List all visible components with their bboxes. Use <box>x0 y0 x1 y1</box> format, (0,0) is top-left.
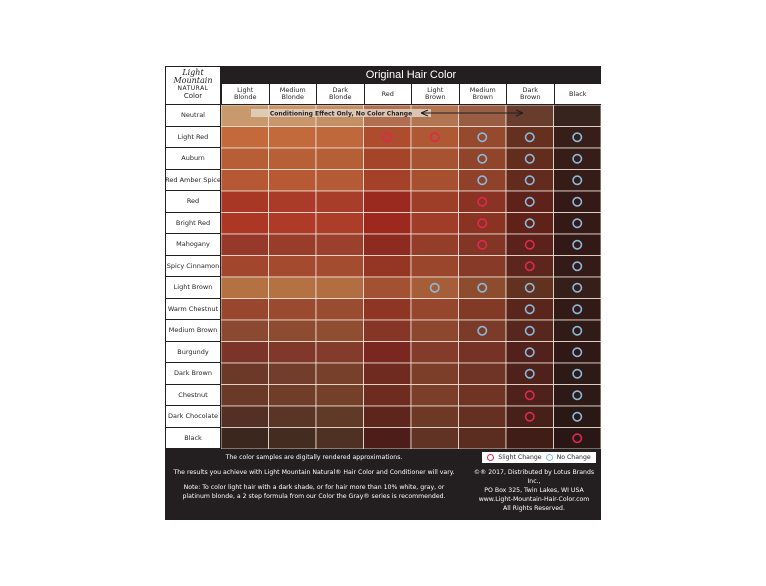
swatch-cell <box>364 277 412 299</box>
swatch-cell <box>221 363 269 385</box>
row-label: Mahogany <box>165 234 221 256</box>
swatch-cell <box>459 234 507 256</box>
swatch-cell <box>316 256 364 278</box>
swatch-cell <box>269 213 317 235</box>
logo-line-3: NATURAL <box>177 85 209 92</box>
swatch-cell <box>411 213 459 235</box>
swatch-cell <box>554 191 602 213</box>
column-header: Medium Brown <box>459 84 507 105</box>
swatch-cell <box>506 363 554 385</box>
swatch-cell <box>411 170 459 192</box>
swatch-cell <box>221 234 269 256</box>
swatch-cell <box>554 277 602 299</box>
swatch-cell <box>459 406 507 428</box>
column-header: Light Brown <box>411 84 459 105</box>
swatch-cell <box>269 299 317 321</box>
chart-title: Original Hair Color <box>365 69 457 81</box>
row-label: Light Brown <box>165 277 221 299</box>
slight-change-icon <box>487 454 494 461</box>
swatch-cell <box>506 213 554 235</box>
swatch-cell <box>554 127 602 149</box>
swatch-cell <box>459 277 507 299</box>
swatch-cell <box>364 299 412 321</box>
swatch-cell <box>411 299 459 321</box>
swatch-cell <box>411 406 459 428</box>
row-label: Red <box>165 191 221 213</box>
swatch-cell <box>506 105 554 127</box>
legend-none-label: No Change <box>556 454 591 461</box>
swatch-cell <box>554 213 602 235</box>
swatch-cell <box>459 105 507 127</box>
row-label: Black <box>165 428 221 450</box>
swatch-cell <box>506 277 554 299</box>
footer-notes <box>169 453 459 507</box>
swatch-cell <box>364 170 412 192</box>
swatch-cell <box>221 277 269 299</box>
footer-line-1: The color samples are digitally rendered approximations. <box>225 454 403 461</box>
row-labels <box>165 105 221 449</box>
swatch-cell <box>459 256 507 278</box>
swatch-cell <box>459 191 507 213</box>
swatch-cell <box>221 148 269 170</box>
swatch-cell <box>221 342 269 364</box>
swatch-cell <box>364 363 412 385</box>
chart-footer <box>165 449 601 520</box>
swatch-cell <box>316 428 364 450</box>
swatch-cell <box>364 213 412 235</box>
swatch-cell <box>459 385 507 407</box>
swatch-cell <box>459 342 507 364</box>
column-header: Red <box>364 84 412 105</box>
swatch-cell <box>411 234 459 256</box>
swatch-cell <box>554 320 602 342</box>
swatch-cell <box>554 256 602 278</box>
column-header: Dark Blonde <box>316 84 364 105</box>
swatch-cell <box>221 127 269 149</box>
logo-line-4: Color <box>183 92 203 100</box>
swatch-cell <box>269 277 317 299</box>
swatch-cell <box>269 406 317 428</box>
copyright-line-2: PO Box 325, Twin Lakes, WI USA <box>484 487 584 494</box>
swatch-cell <box>506 127 554 149</box>
swatch-cell <box>459 320 507 342</box>
swatch-cell <box>316 213 364 235</box>
swatch-cell <box>411 320 459 342</box>
swatch-cell <box>221 299 269 321</box>
swatch-cell <box>316 299 364 321</box>
swatch-cell <box>364 385 412 407</box>
swatch-cell <box>221 428 269 450</box>
row-label: Burgundy <box>165 342 221 364</box>
logo-line-1: Light <box>182 68 204 77</box>
swatch-cell <box>316 363 364 385</box>
swatch-cell <box>269 191 317 213</box>
swatch-cell <box>316 277 364 299</box>
row-label: Bright Red <box>165 213 221 235</box>
swatch-cell <box>554 105 602 127</box>
swatch-cell <box>364 191 412 213</box>
swatch-cell <box>459 428 507 450</box>
swatch-cell <box>554 363 602 385</box>
swatch-cell <box>269 170 317 192</box>
row-label: Chestnut <box>165 385 221 407</box>
swatch-cell <box>316 148 364 170</box>
logo-line-2: Mountain <box>173 76 213 85</box>
swatch-cell <box>411 277 459 299</box>
swatch-cell <box>506 406 554 428</box>
row-label: Dark Chocolate <box>165 406 221 428</box>
swatch-cell <box>506 234 554 256</box>
swatch-cell <box>506 191 554 213</box>
swatch-cell <box>269 234 317 256</box>
swatch-cell <box>364 256 412 278</box>
swatch-cell <box>364 406 412 428</box>
swatch-cell <box>411 148 459 170</box>
swatch-cell <box>459 363 507 385</box>
footer-line-3: Note: To color light hair with a dark shade, or for hair more than 10% white, gray, or platinum blonde, a 2 step formula from our Color the Gray® series is recommended. <box>182 484 446 500</box>
swatch-cell <box>554 299 602 321</box>
swatch-cell <box>364 148 412 170</box>
legend <box>482 452 596 463</box>
swatch-cell <box>364 234 412 256</box>
column-header: Dark Brown <box>506 84 554 105</box>
swatch-cell <box>506 385 554 407</box>
swatch-cell <box>554 170 602 192</box>
swatch-cell <box>316 406 364 428</box>
swatch-grid <box>221 105 601 449</box>
row-label: Warm Chestnut <box>165 299 221 321</box>
swatch-cell <box>316 385 364 407</box>
swatch-cell <box>316 170 364 192</box>
swatch-cell <box>316 191 364 213</box>
neutral-note-text: Conditioning Effect Only, No Color Change <box>269 110 413 118</box>
swatch-cell <box>506 320 554 342</box>
row-label: Neutral <box>165 105 221 127</box>
row-label: Light Red <box>165 127 221 149</box>
swatch-cell <box>554 234 602 256</box>
swatch-cell <box>221 406 269 428</box>
swatch-cell <box>221 213 269 235</box>
footer-line-2: The results you achieve with Light Mountain Natural® Hair Color and Conditioner will vary. <box>173 469 455 476</box>
swatch-cell <box>364 342 412 364</box>
column-header: Medium Blonde <box>269 84 317 105</box>
swatch-cell <box>506 342 554 364</box>
swatch-cell <box>269 148 317 170</box>
swatch-cell <box>554 428 602 450</box>
swatch-cell <box>554 148 602 170</box>
copyright-line-1: ©® 2017, Distributed by Lotus Brands Inc., <box>473 469 595 485</box>
copyright-line-4: All Rights Reserved. <box>503 505 565 512</box>
row-label: Dark Brown <box>165 363 221 385</box>
swatch-cell <box>316 320 364 342</box>
swatch-cell <box>506 428 554 450</box>
brand-logo <box>165 66 221 105</box>
swatch-cell <box>269 363 317 385</box>
swatch-cell <box>316 234 364 256</box>
swatch-cell <box>411 127 459 149</box>
swatch-cell <box>506 170 554 192</box>
swatch-cell <box>316 127 364 149</box>
hair-color-chart <box>165 66 601 520</box>
swatch-cell <box>411 256 459 278</box>
column-header: Light Blonde <box>221 84 269 105</box>
swatch-cell <box>506 299 554 321</box>
column-headers <box>221 84 601 105</box>
swatch-cell <box>221 191 269 213</box>
row-label: Medium Brown <box>165 320 221 342</box>
swatch-cell <box>269 256 317 278</box>
swatch-cell <box>459 127 507 149</box>
swatch-cell <box>459 148 507 170</box>
swatch-cell <box>411 342 459 364</box>
swatch-cell <box>554 385 602 407</box>
swatch-cell <box>269 342 317 364</box>
swatch-cell <box>411 385 459 407</box>
swatch-cell <box>221 385 269 407</box>
swatch-cell <box>506 148 554 170</box>
footer-copyright <box>467 468 601 513</box>
row-label: Red Amber Spice <box>165 170 221 192</box>
swatch-cell <box>364 127 412 149</box>
column-header: Black <box>554 84 602 105</box>
swatch-cell <box>554 406 602 428</box>
swatch-cell <box>221 170 269 192</box>
swatch-cell <box>411 428 459 450</box>
swatch-cell <box>411 363 459 385</box>
swatch-cell <box>459 299 507 321</box>
row-label: Auburn <box>165 148 221 170</box>
swatch-cell <box>221 320 269 342</box>
row-label: Spicy Cinnamon <box>165 256 221 278</box>
swatch-cell <box>459 213 507 235</box>
swatch-cell <box>269 127 317 149</box>
swatch-cell <box>506 256 554 278</box>
swatch-cell <box>221 256 269 278</box>
swatch-cell <box>411 191 459 213</box>
swatch-cell <box>316 342 364 364</box>
swatch-cell <box>269 428 317 450</box>
swatch-cell <box>269 320 317 342</box>
swatch-cell <box>554 342 602 364</box>
swatch-cell <box>364 320 412 342</box>
copyright-line-3: www.Light-Mountain-Hair-Color.com <box>478 496 590 503</box>
no-change-icon <box>546 454 553 461</box>
swatch-cell <box>459 170 507 192</box>
swatch-cell <box>269 385 317 407</box>
swatch-cell <box>364 428 412 450</box>
legend-slight-label: Slight Change <box>498 454 542 461</box>
